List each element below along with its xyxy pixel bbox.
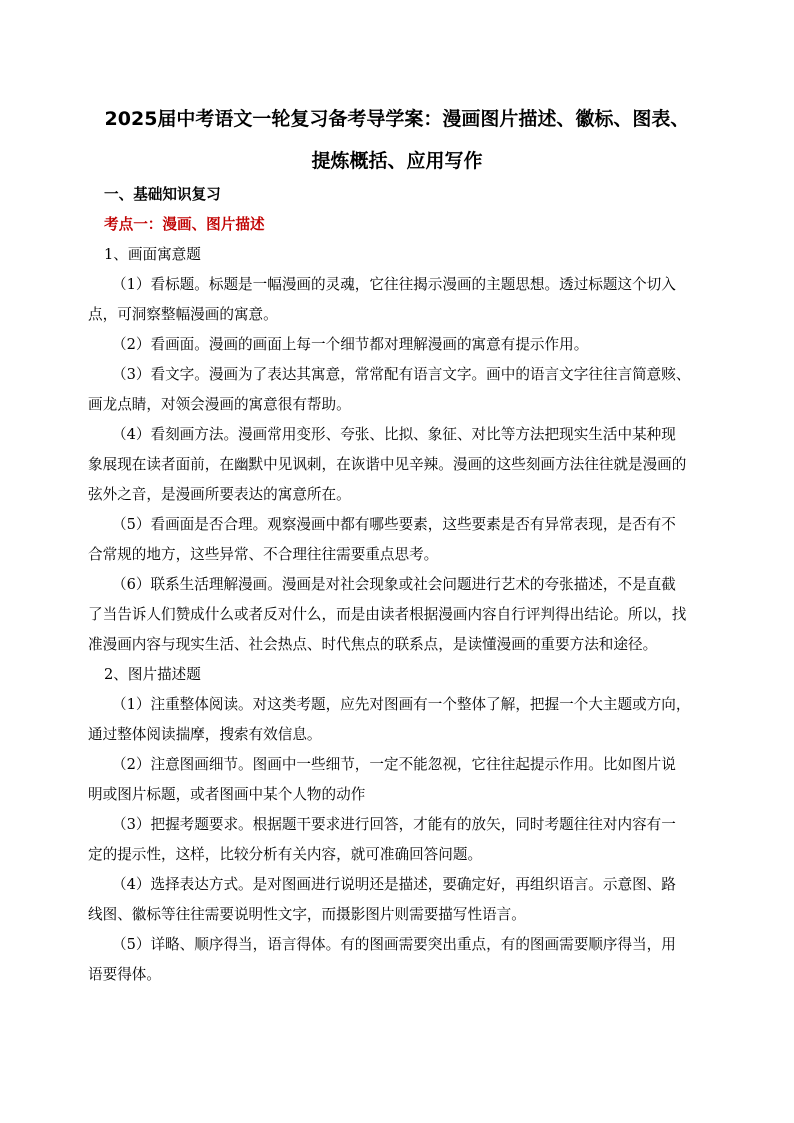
subsection-heading: 2、图片描述题: [104, 666, 201, 683]
paragraph-q5: （5）详略、顺序得当，语言得体。有的图画需要突出重点，有的图画需要顺序得当，用 语要得体。: [88, 936, 676, 983]
paragraph-q3: （3）把握考题要求。根据题干要求进行回答，才能有的放矢，同时考题往往对内容有一 定的提示性，这样，比较分析有关内容，就可准确回答问题。: [88, 816, 676, 863]
paragraph-1: （1）看标题。标题是一幅漫画的灵魂，它往往揭示漫画的主题思想。透过标题这个切入 点，可洞察整幅漫画的寓意。: [88, 276, 676, 323]
kaodian-heading: 考点一：漫画、图片描述: [104, 216, 265, 233]
subsection-heading: 1、画面寓意题: [104, 246, 201, 263]
paragraph-4: （4）看刻画方法。漫画常用变形、夸张、比拟、象征、对比等方法把现实生活中某种现 象展现在读者面前，在幽默中见讽刺，在诙谐中见辛辣。漫画的这些刻画方法往往就是漫画的 弦外之音，是漫画所要表达的寓意所在。: [88, 426, 687, 503]
paragraph-2: （2）看画面。漫画的画面上每一个细节都对理解漫画的寓意有提示作用。: [112, 336, 589, 353]
document-body: [88, 180, 722, 990]
title-line-2: 提炼概括、应用写作: [311, 150, 483, 172]
paragraph-q4: （4）选择表达方式。是对图画进行说明还是描述，要确定好，再组织语言。示意图、路 线图、徽标等往往需要说明性文字，而摄影图片则需要描写性语言。: [88, 876, 676, 923]
paragraph-5: （5）看画面是否合理。观察漫画中都有哪些要素，这些要素是否有异常表现，是否有不 合常规的地方，这些异常、不合理往往需要重点思考。: [88, 516, 676, 563]
paragraph-3: （3）看文字。漫画为了表达其寓意，常常配有语言文字。画中的语言文字往往言简意赅、 画龙点睛，对领会漫画的寓意很有帮助。: [88, 366, 691, 413]
document-title: [60, 98, 734, 182]
paragraph-6: （6）联系生活理解漫画。漫画是对社会现象或社会问题进行艺术的夸张描述，不是直截 了当告诉人们赞成什么或者反对什么，而是由读者根据漫画内容自行评判得出结论。所以，找 准漫画内容与现实生活、社会热点、时代焦点的联系点，是读懂漫画的重要方法和途径。: [88, 576, 687, 653]
paragraph-q2: （2）注意图画细节。图画中一些细节，一定不能忽视，它往往起提示作用。比如图片说 明或图片标题，或者图画中某个人物的动作: [88, 756, 676, 803]
section-heading: 一、基础知识复习: [104, 186, 221, 203]
paragraph-q1: （1）注重整体阅读。对这类考题，应先对图画有一个整体了解，把握一个大主题或方向， 通过整体阅读揣摩，搜索有效信息。: [88, 696, 691, 743]
title-line-1: 2025届中考语文一轮复习备考导学案：漫画图片描述、徽标、图表、: [104, 108, 690, 130]
